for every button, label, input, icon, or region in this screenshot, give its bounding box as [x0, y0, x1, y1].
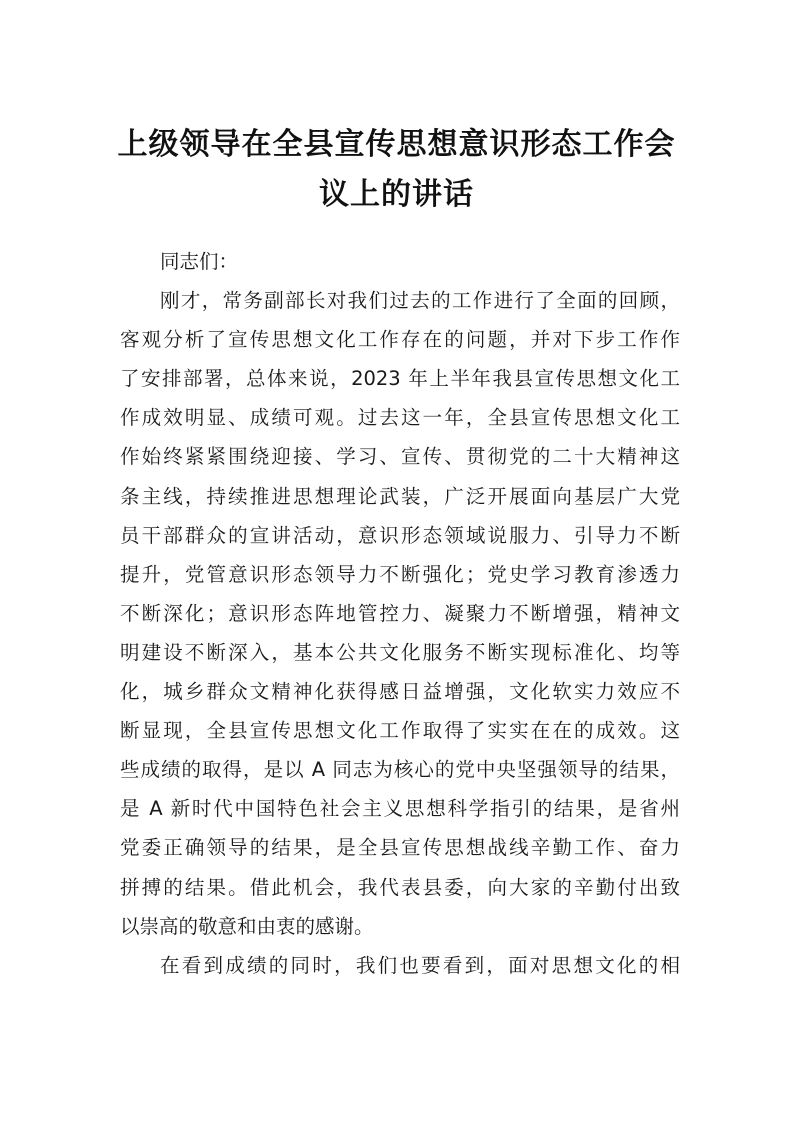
paragraph-1-line: 拼搏的结果。借此机会，我代表县委，向大家的辛勤付出致 [120, 875, 680, 899]
document-body [120, 242, 680, 985]
paragraph-1-line: 刚才，常务副部长对我们过去的工作进行了全面的回顾， [160, 289, 680, 313]
document-title [110, 120, 683, 220]
paragraph-1 [120, 281, 680, 946]
paragraph-1-line: 明建设不断深入，基本公共文化服务不断实现标准化、均等 [120, 640, 680, 664]
title-line-2: 议上的讲话 [319, 177, 474, 212]
paragraph-2-line: 在看到成绩的同时，我们也要看到，面对思想文化的相 [160, 953, 680, 977]
paragraph-1-line: 条主线，持续推进思想理论武装，广泛开展面向基层广大党 [120, 484, 680, 508]
greeting: 同志们： [160, 250, 239, 273]
paragraph-1-line: 些成绩的取得，是以 A 同志为核心的党中央坚强领导的结果， [120, 758, 680, 782]
paragraph-1-line: 以崇高的敬意和由衷的感谢。 [120, 914, 374, 938]
paragraph-1-line: 了安排部署，总体来说，2023 年上半年我县宣传思想文化工 [120, 367, 680, 391]
paragraph-1-line: 党委正确领导的结果，是全县宣传思想战线辛勤工作、奋力 [120, 836, 680, 860]
paragraph-1-line: 客观分析了宣传思想文化工作存在的问题，并对下步工作作 [120, 328, 680, 352]
paragraph-1-line: 化，城乡群众文精神化获得感日益增强，文化软实力效应不 [120, 680, 680, 704]
title-line-1: 上级领导在全县宣传思想意识形态工作会 [117, 127, 676, 162]
paragraph-1-line: 作始终紧紧围绕迎接、学习、宣传、贯彻党的二十大精神这 [120, 445, 680, 469]
paragraph-1-line: 是 A 新时代中国特色社会主义思想科学指引的结果，是省州 [120, 797, 680, 821]
paragraph-1-line: 员干部群众的宣讲活动，意识形态领域说服力、引导力不断 [120, 523, 680, 547]
paragraph-1-line: 作成效明显、成绩可观。过去这一年，全县宣传思想文化工 [120, 406, 680, 430]
paragraph-2 [120, 946, 680, 985]
paragraph-1-line: 不断深化；意识形态阵地管控力、凝聚力不断增强，精神文 [120, 601, 680, 625]
paragraph-1-line: 提升，党管意识形态领导力不断强化；党史学习教育渗透力 [120, 562, 680, 586]
paragraph-1-line: 断显现，全县宣传思想文化工作取得了实实在在的成效。这 [120, 719, 680, 743]
